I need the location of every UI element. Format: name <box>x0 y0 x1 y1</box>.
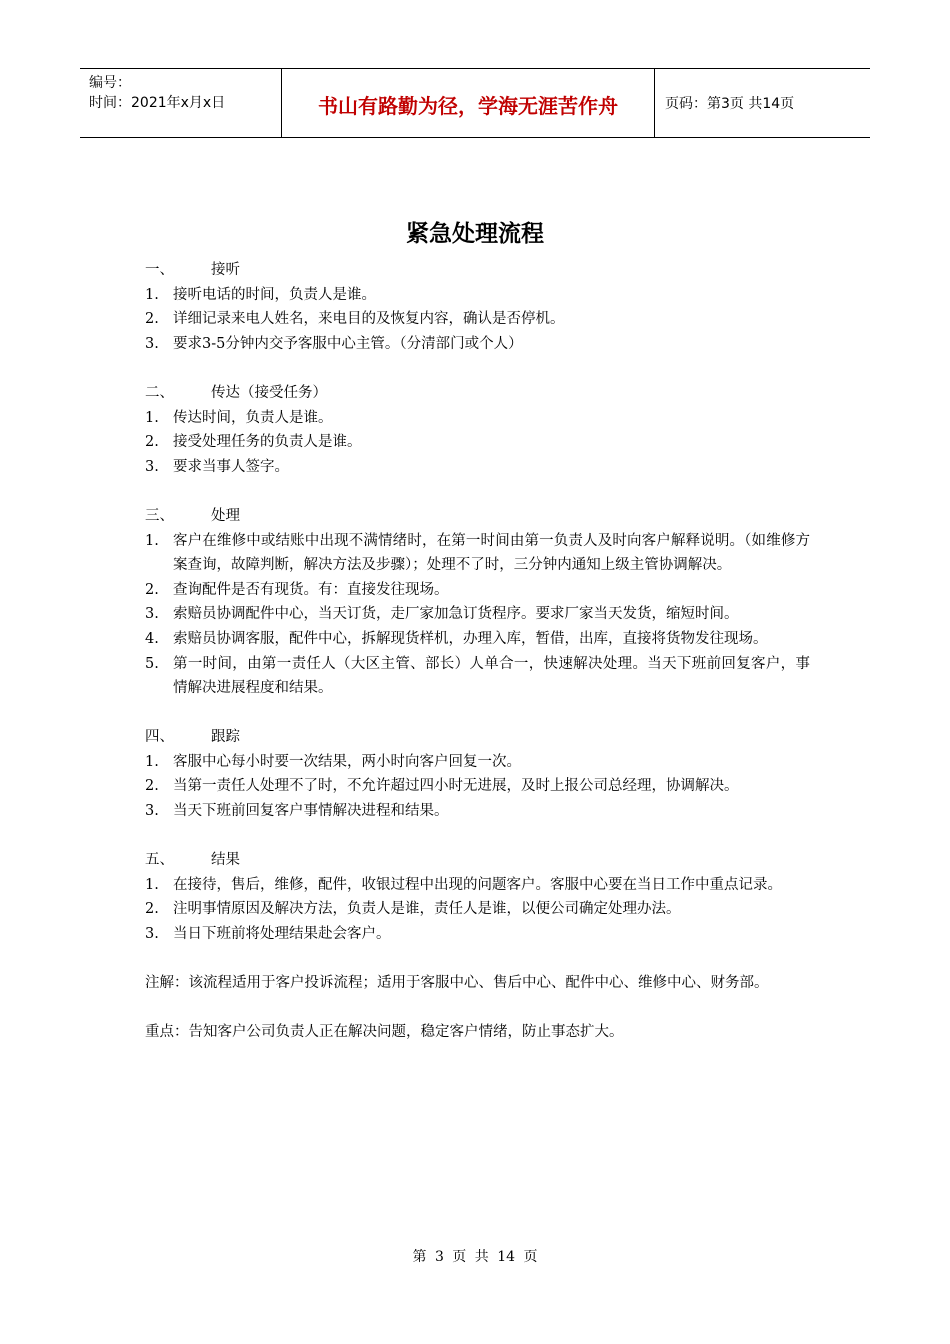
section-heading <box>145 725 810 750</box>
item-number: 1. <box>145 286 159 303</box>
item-text: 传达时间，负责人是谁。 <box>173 409 333 426</box>
list-item <box>145 307 810 332</box>
item-text: 当日下班前将处理结果赴会客户。 <box>173 926 391 943</box>
item-number: 2. <box>145 778 159 795</box>
header-time-label: 时间：2021年x月x日 <box>89 95 226 111</box>
section-heading <box>145 381 810 406</box>
section-title: 处理 <box>211 507 240 524</box>
list-item <box>145 799 810 824</box>
section-heading <box>145 848 810 873</box>
item-number: 2. <box>145 901 159 918</box>
item-number: 2. <box>145 434 159 451</box>
item-number: 3. <box>145 606 159 623</box>
list-item <box>145 430 810 455</box>
list-item <box>145 578 810 603</box>
list-item <box>145 897 810 922</box>
page-footer: 第 3 页 共 14 页 <box>412 1249 538 1265</box>
key-point-paragraph: 重点：告知客户公司负责人正在解决问题，稳定客户情绪，防止事态扩大。 <box>145 1024 624 1041</box>
item-text: 接受处理任务的负责人是谁。 <box>173 434 362 451</box>
item-text: 索赔员协调客服，配件中心，拆解现货样机，办理入库，暂借，出库，直接将货物发往现场。 <box>173 630 768 647</box>
item-text: 要求3-5分钟内交予客服中心主管。（分清部门或个人） <box>173 335 523 352</box>
item-text: 第一时间，由第一责任人（大区主管、部长）人单合一，快速解决处理。当天下班前回复客户，事情解决进展程度和结果。 <box>173 655 810 697</box>
item-text: 注明事情原因及解决方法，负责人是谁，责任人是谁，以便公司确定处理办法。 <box>173 901 681 918</box>
section-number: 二、 <box>145 384 174 401</box>
item-text: 要求当事人签字。 <box>173 458 289 475</box>
list-item <box>145 750 810 775</box>
item-text: 客服中心每小时要一次结果，两小时向客户回复一次。 <box>173 753 521 770</box>
item-number: 2. <box>145 581 159 598</box>
list-item <box>145 332 810 357</box>
section-number: 一、 <box>145 262 174 278</box>
item-number: 1. <box>145 753 159 770</box>
section-heading <box>145 258 810 283</box>
item-text: 在接待，售后，维修，配件，收银过程中出现的问题客户。客服中心要在当日工作中重点记录。 <box>173 876 782 893</box>
item-text: 索赔员协调配件中心，当天订货，走厂家加急订货程序。要求厂家当天发货，缩短时间。 <box>173 606 739 623</box>
list-item <box>145 455 810 480</box>
list-item <box>145 652 810 701</box>
section-title: 结果 <box>211 852 240 869</box>
list-item <box>145 873 810 898</box>
section-heading <box>145 504 810 529</box>
item-number: 2. <box>145 311 159 328</box>
item-number: 5. <box>145 655 159 672</box>
section-title: 传达（接受任务） <box>211 384 327 401</box>
header-motto: 书山有路勤为径，学海无涯苦作舟 <box>282 69 655 137</box>
list-item <box>145 627 810 652</box>
list-item <box>145 529 810 578</box>
header-page-info: 页码：第3页 共14页 <box>665 96 795 112</box>
header-meta <box>80 69 282 137</box>
section-title: 跟踪 <box>211 729 240 746</box>
item-text: 客户在维修中或结账中出现不满情绪时，在第一时间由第一负责人及时向客户解释说明。（如维修方案查询，故障判断，解决方法及步骤）；处理不了时，三分钟内通知上级主管协调解决。 <box>173 532 810 574</box>
section-number: 四、 <box>145 729 174 746</box>
list-item <box>145 283 810 308</box>
item-number: 1. <box>145 532 159 549</box>
item-number: 3. <box>145 926 159 943</box>
list-item <box>145 922 810 947</box>
item-text: 详细记录来电人姓名，来电目的及恢复内容，确认是否停机。 <box>173 311 565 328</box>
item-text: 当第一责任人处理不了时，不允许超过四小时无进展，及时上报公司总经理，协调解决。 <box>173 778 739 795</box>
item-number: 4. <box>145 630 159 647</box>
document-body <box>145 258 810 1045</box>
section-title: 接听 <box>211 262 240 278</box>
item-number: 1. <box>145 409 159 426</box>
header-number-label: 编号： <box>89 75 131 91</box>
item-number: 3. <box>145 458 159 475</box>
item-number: 3. <box>145 803 159 820</box>
item-text: 查询配件是否有现货。有：直接发往现场。 <box>173 581 449 598</box>
page-header <box>80 68 870 138</box>
list-item <box>145 602 810 627</box>
item-number: 1. <box>145 876 159 893</box>
item-text: 接听电话的时间，负责人是谁。 <box>173 286 376 303</box>
item-text: 当天下班前回复客户事情解决进程和结果。 <box>173 803 449 820</box>
section-number: 五、 <box>145 852 174 869</box>
document-title: 紧急处理流程 <box>406 221 544 247</box>
list-item <box>145 774 810 799</box>
item-number: 3. <box>145 335 159 352</box>
list-item <box>145 406 810 431</box>
note-paragraph: 注解：该流程适用于客户投诉流程；适用于客服中心、售后中心、配件中心、维修中心、财务部。 <box>145 975 769 992</box>
section-number: 三、 <box>145 507 174 524</box>
